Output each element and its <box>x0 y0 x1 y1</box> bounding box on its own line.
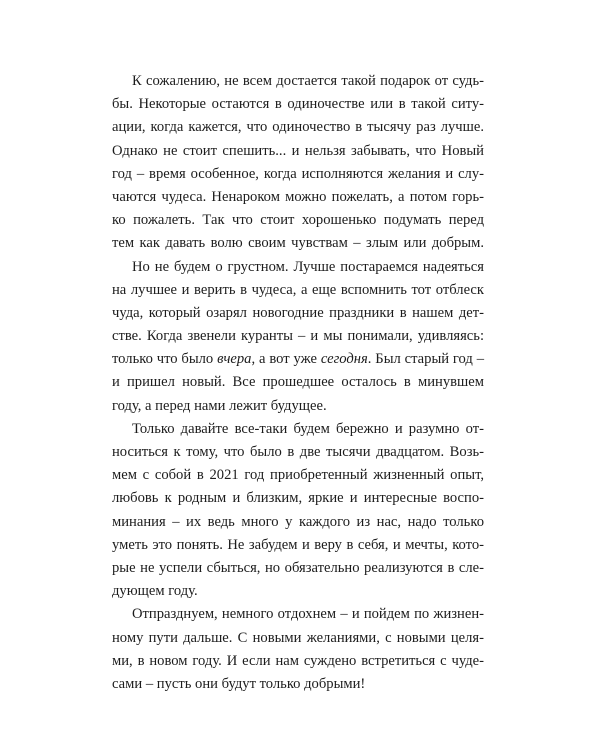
text-line: ному пути дальше. С новыми желаниями, с новыми целя- <box>112 629 484 646</box>
text-line: носиться к тому, что было в две тысячи двадцатом. Возь- <box>112 444 484 460</box>
italic-word-segodnya: сегодня <box>320 351 368 368</box>
text-line: дующем году. <box>112 583 198 600</box>
text-fragment: только что было <box>112 351 218 368</box>
text-line: ации, когда кажется, что одиночество в тысячу раз лучше. <box>112 119 484 136</box>
text-line: К сожалению, не всем достается такой подарок от судь- <box>132 73 484 89</box>
text-line: году, а перед нами лежит будущее. <box>112 397 327 414</box>
text-line: год – время особенное, когда исполняются желания и слу- <box>112 165 484 182</box>
body-text <box>112 70 484 696</box>
paragraph-2 <box>112 256 484 418</box>
text-line: ко пожалеть. Так что стоит хорошенько подумать перед <box>112 212 484 229</box>
text-fragment: . Был старый год – <box>367 351 485 368</box>
text-line: рые не успели сбыться, но обязательно реализуются в сле- <box>112 559 484 576</box>
text-line: и пришел новый. Все прошедшее осталось в минувшем <box>112 374 484 391</box>
italic-word-vchera: вчера <box>217 351 252 368</box>
text-line: Однако не стоит спешить... и нельзя забывать, что Новый <box>112 142 484 159</box>
text-line: мем с собой в 2021 год приобретенный жизненный опыт, <box>112 467 484 484</box>
text-line: чуда, который озарял новогодние праздники в нашем дет- <box>112 304 484 321</box>
text-line: минания – их ведь много у каждого из нас, надо только <box>112 513 484 530</box>
text-line: Только давайте все-таки будем бережно и разумно от- <box>132 420 484 437</box>
text-line: Но не будем о грустном. Лучше постараемся надеяться <box>132 258 484 275</box>
text-line: любовь к родным и близким, яркие и интересные воспо- <box>112 490 484 507</box>
text-line: Отпразднуем, немного отдохнем – и пойдем по жизнен- <box>132 606 484 623</box>
paragraph-1 <box>112 70 484 256</box>
text-line: стве. Когда звенели куранты – и мы понимали, удивляясь: <box>112 328 484 345</box>
text-line: ми, в новом году. И если нам суждено встретиться с чуде- <box>112 652 484 669</box>
text-line: тем как давать волю своим чувствам – злым или добрым. <box>112 235 484 252</box>
text-fragment: , а вот уже <box>251 351 321 368</box>
text-line: сами – пусть они будут только добрыми! <box>112 675 366 692</box>
text-line: чаются чудеса. Ненароком можно пожелать, а потом горь- <box>112 188 484 205</box>
paragraph-4 <box>112 603 484 696</box>
text-line: бы. Некоторые остаются в одиночестве или в такой ситу- <box>112 96 484 113</box>
paragraph-3 <box>112 418 484 604</box>
text-line: уметь это понять. Не забудем и веру в себя, и мечты, кото- <box>112 536 484 553</box>
text-line-with-italics <box>112 348 484 371</box>
text-line: на лучшее и верить в чудеса, а еще вспомнить тот отблеск <box>112 281 484 298</box>
